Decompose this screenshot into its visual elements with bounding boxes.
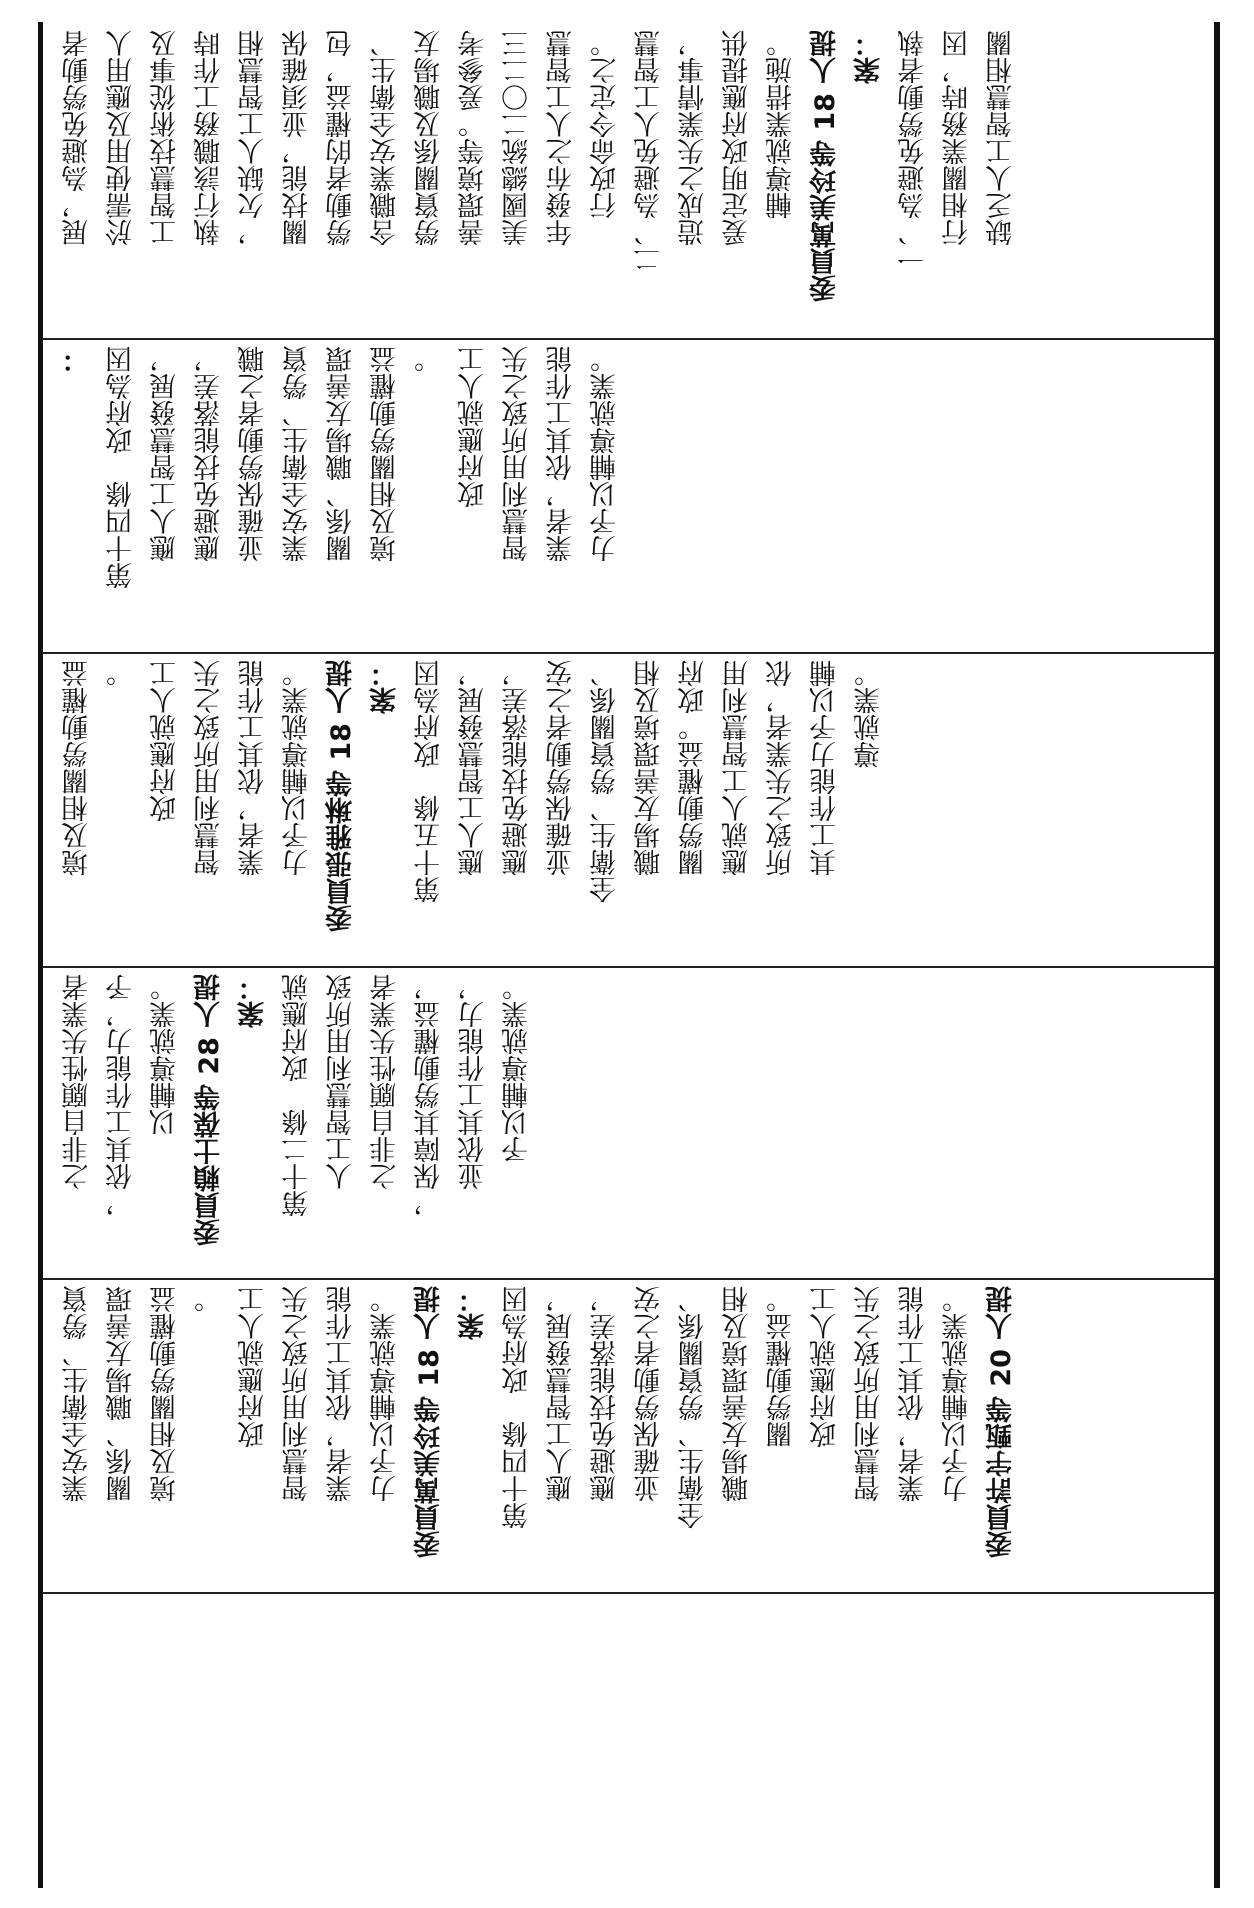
text-line: 智慧利用所致之失 (194, 660, 225, 930)
text-line: 並確保勞動者之安 (634, 1286, 665, 1556)
text-line: 應人工智慧發展， (546, 1286, 577, 1556)
text-line: 人工智慧利用所致 (326, 974, 357, 1244)
text-line: 關勞動權益。政府 (678, 660, 709, 930)
text-line: 予以輔導就業。 (502, 974, 533, 1217)
text-line: 智慧利用所致之失 (502, 346, 533, 616)
text-line: 應避免技能落差， (590, 1286, 621, 1556)
table-cell (44, 1282, 1212, 1590)
proposer-heading: 案： (458, 1286, 489, 1340)
text-line: 美國總統二〇二三 (502, 30, 533, 246)
text-line: 政府應就人工 (810, 1286, 841, 1556)
text-line: 境及相關勞動權益 (150, 1286, 181, 1556)
proposer-heading: 案： (854, 30, 885, 84)
proposer-heading: 委員萬美玲等 18 人提 (414, 1286, 445, 1559)
proposer-heading: 案： (370, 660, 401, 714)
page-border-right (1214, 22, 1220, 1888)
table-cell (44, 342, 1212, 650)
text-line: 關係、職場友善環 (106, 1286, 137, 1556)
text-line: 並依其工作能力， (458, 974, 489, 1244)
text-line: 於需使用及應用人 (106, 30, 137, 246)
text-line: 全衛生、勞資關係、 (590, 660, 621, 957)
text-line: 業者，依其工作能 (238, 660, 269, 930)
text-line: 應就人工智慧利用 (722, 660, 753, 930)
text-line: 二、為避免人工智慧 (634, 30, 665, 273)
text-line: 政府應就人工 (150, 660, 181, 930)
text-line: 關係、職場友善環 (326, 346, 357, 616)
text-line: 並確保勞動者之職 (238, 346, 269, 616)
text-line: 展，為避免勞動者 (62, 30, 93, 246)
text-line: 之非自願性失業者 (370, 974, 401, 1244)
text-line: 力予以輔導就業。 (942, 1286, 973, 1556)
text-line: 之非自願性失業者 (62, 974, 93, 1244)
text-line: 應人工智慧發展， (150, 346, 181, 616)
text-line: 境及相關勞動權益 (370, 346, 401, 616)
text-line: 境及相關勞動權益 (62, 660, 93, 930)
text-line: 業者，依其工作能 (898, 1286, 929, 1556)
proposer-heading: 委員張雅琳等 18 人提 (326, 660, 357, 933)
text-line: 輔導就業措施。 (766, 30, 797, 273)
row-divider (42, 338, 1214, 340)
row-divider (42, 966, 1214, 968)
table-cell (44, 656, 1212, 964)
text-line: 。 (414, 346, 445, 427)
text-line: 力予以輔導就業。 (282, 660, 313, 930)
text-line: 執行該職務工作時 (194, 30, 225, 246)
text-line: 第十四條 政府為因 (502, 1286, 533, 1529)
text-line: 全衛生、勞資關係、 (678, 1286, 709, 1583)
text-line: 關技能，並須確保 (282, 30, 313, 246)
text-line: 工智慧技術從事及 (150, 30, 181, 246)
text-line: 力予以輔導就業。 (370, 1286, 401, 1556)
proposer-heading: 委員許宇甄等 20 人提 (986, 1286, 1017, 1559)
table-cell (44, 970, 1212, 1276)
text-line: 並確保勞動者之安 (546, 660, 577, 930)
text-line: 智慧利用所致之失 (282, 1286, 313, 1556)
text-line: 導就業。 (854, 660, 885, 822)
text-line: 應避免技能落差， (194, 346, 225, 616)
text-line: 其工作能力予以輔 (810, 660, 841, 930)
text-line: 爰定明政府應提供 (722, 30, 753, 300)
proposer-heading: 委員賴士葆等 28 人提 (194, 974, 225, 1247)
text-line: 勞動者的權益，包 (326, 30, 357, 246)
proposer-heading: ： (62, 346, 93, 373)
text-line: 智慧利用所致之失 (854, 1286, 885, 1556)
text-line: ，依其工作能力，予 (106, 974, 137, 1271)
row-divider (42, 652, 1214, 654)
row-divider (42, 1592, 1214, 1594)
text-line: 以輔導就業。 (150, 974, 181, 1190)
text-line: 政府應就人工 (458, 346, 489, 616)
text-line: 業安全衛生、勞資 (282, 346, 313, 616)
text-line: 政府應就人工 (238, 1286, 269, 1556)
text-line: 一、為避免勞動者執 (898, 30, 929, 273)
text-line: 業者，依其工作能 (546, 346, 577, 616)
text-line: 勞資關係及職場友 (414, 30, 445, 246)
row-divider (42, 1278, 1214, 1280)
page-border-left (38, 22, 43, 1888)
text-line: 第十四條 政府為因 (106, 346, 137, 589)
text-line: 職場友善環境及相 (722, 1286, 753, 1556)
text-line: 。 (106, 660, 137, 741)
proposer-heading: 委員萬美玲等 18 人提 (810, 30, 841, 303)
text-line: 業者，依其工作能 (326, 1286, 357, 1556)
text-line: 關勞動權益。 (766, 1286, 797, 1502)
text-line: ，欠缺人工智慧相 (238, 30, 269, 246)
text-line: 。 (194, 1286, 225, 1367)
text-line: 所致之失業者，依 (766, 660, 797, 930)
text-line: 力予以輔導就業。 (590, 346, 621, 616)
text-line: 第十二條 政府應就 (282, 974, 313, 1217)
proposer-heading: 案： (238, 974, 269, 1028)
text-line: 應人工智慧發展， (458, 660, 489, 930)
text-line: 第十五條 政府為因 (414, 660, 445, 903)
text-line: 業安全衛生、勞資 (62, 1286, 93, 1556)
text-line: 造成之失業情事， (678, 30, 709, 300)
text-line: 職場友善環境及相 (634, 660, 665, 930)
text-line: 行相關業務時，因 (942, 30, 973, 300)
text-line: 行政命令定之。 (590, 30, 621, 219)
text-line: 年發布之人工智慧 (546, 30, 577, 246)
text-line: 應避免技能落差， (502, 660, 533, 930)
text-line: 缺乏人工智慧相關 (986, 30, 1017, 300)
text-line: 善環境等。爰參考 (458, 30, 489, 246)
table-cell (44, 26, 1212, 336)
text-line: 含職業安全衛生、 (370, 30, 401, 246)
text-line: ，保障其勞動權益， (414, 974, 445, 1271)
